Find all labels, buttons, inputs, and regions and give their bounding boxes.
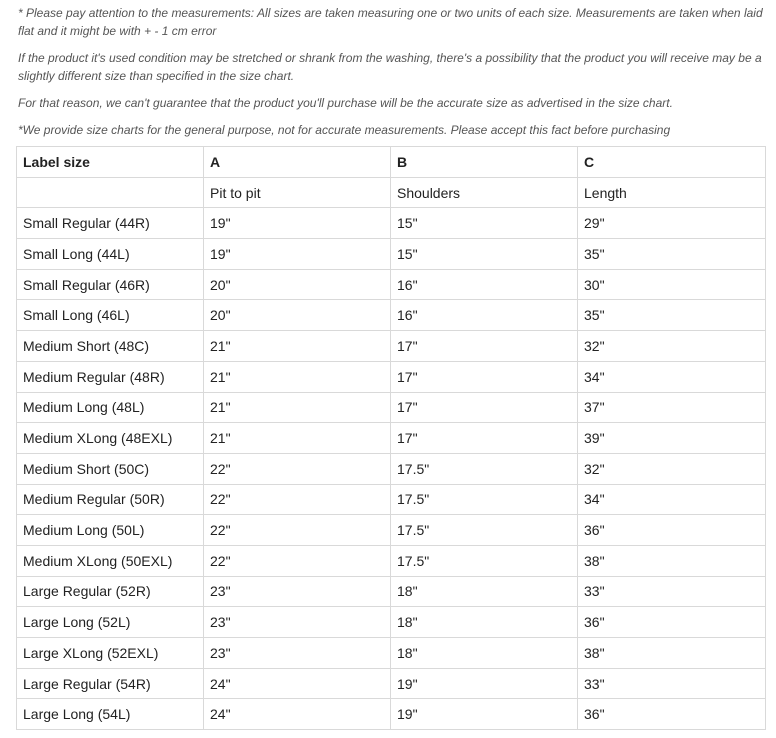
measurement-cell: 18" [391, 576, 578, 607]
measurement-cell: 29" [578, 208, 766, 239]
measurement-note: * Please pay attention to the measurements: All sizes are taken measuring one or two units of each size. Measurements are taken when laid flat and it might be with + - 1 cm error [18, 6, 763, 38]
table-row [17, 699, 766, 730]
measurement-cell: 23" [204, 607, 391, 638]
label-size-cell: Medium Short (50C) [17, 453, 204, 484]
measurement-cell: 17" [391, 392, 578, 423]
size-notes [0, 0, 776, 139]
measurement-cell: 36" [578, 699, 766, 730]
header-cell: C [578, 147, 766, 178]
label-size-cell: Small Regular (44R) [17, 208, 204, 239]
header-cell: A [204, 147, 391, 178]
measurement-cell: 33" [578, 668, 766, 699]
table-row [17, 300, 766, 331]
measurement-cell: 34" [578, 484, 766, 515]
measurement-cell: 21" [204, 392, 391, 423]
label-size-cell: Medium Short (48C) [17, 331, 204, 362]
label-size-cell: Small Long (44L) [17, 239, 204, 270]
measurement-cell: 33" [578, 576, 766, 607]
measurement-cell: 17.5" [391, 484, 578, 515]
label-size-cell: Small Long (46L) [17, 300, 204, 331]
header-cell: B [391, 147, 578, 178]
measurement-cell: 32" [578, 453, 766, 484]
table-row [17, 484, 766, 515]
measurement-cell: 19" [391, 699, 578, 730]
measurement-cell: 19" [391, 668, 578, 699]
table-header-row [17, 147, 766, 178]
table-row [17, 423, 766, 454]
measurement-cell: 17.5" [391, 515, 578, 546]
measurement-cell: 20" [204, 300, 391, 331]
measurement-cell: 36" [578, 607, 766, 638]
table-row [17, 239, 766, 270]
measurement-cell: 35" [578, 300, 766, 331]
table-row [17, 269, 766, 300]
table-row [17, 361, 766, 392]
table-row [17, 515, 766, 546]
table-subheader-row [17, 177, 766, 208]
size-chart-table [16, 146, 766, 730]
measurement-cell: 21" [204, 361, 391, 392]
measurement-cell: 24" [204, 699, 391, 730]
measurement-cell: 19" [204, 208, 391, 239]
label-size-cell: Large Regular (52R) [17, 576, 204, 607]
table-row [17, 331, 766, 362]
measurement-cell: 38" [578, 638, 766, 669]
table-row [17, 607, 766, 638]
table-row [17, 453, 766, 484]
label-size-cell: Medium Regular (50R) [17, 484, 204, 515]
measurement-cell: 30" [578, 269, 766, 300]
measurement-cell: 19" [204, 239, 391, 270]
label-size-cell: Large XLong (52EXL) [17, 638, 204, 669]
measurement-cell: 15" [391, 208, 578, 239]
subheader-cell: Pit to pit [204, 177, 391, 208]
accuracy-note: For that reason, we can't guarantee that the product you'll purchase will be the accurate size as advertised in the size chart. [18, 96, 673, 110]
measurement-cell: 17" [391, 331, 578, 362]
measurement-cell: 17" [391, 423, 578, 454]
label-size-cell: Medium XLong (50EXL) [17, 545, 204, 576]
measurement-cell: 37" [578, 392, 766, 423]
general-purpose-note: *We provide size charts for the general purpose, not for accurate measurements. Please accept this fact before purchasing [18, 123, 671, 137]
label-size-cell: Large Long (54L) [17, 699, 204, 730]
measurement-cell: 23" [204, 576, 391, 607]
label-size-cell: Medium Regular (48R) [17, 361, 204, 392]
used-condition-note: If the product it's used condition may be stretched or shrank from the washing, there's a possibility that the product you will receive may be a slightly different size than specified in the size chart. [18, 51, 762, 83]
label-size-cell: Medium Long (50L) [17, 515, 204, 546]
measurement-cell: 21" [204, 423, 391, 454]
subheader-cell [17, 177, 204, 208]
measurement-cell: 24" [204, 668, 391, 699]
label-size-cell: Medium XLong (48EXL) [17, 423, 204, 454]
table-row [17, 208, 766, 239]
measurement-cell: 38" [578, 545, 766, 576]
table-row [17, 545, 766, 576]
measurement-cell: 16" [391, 300, 578, 331]
measurement-cell: 15" [391, 239, 578, 270]
measurement-cell: 21" [204, 331, 391, 362]
measurement-cell: 22" [204, 453, 391, 484]
measurement-cell: 18" [391, 638, 578, 669]
measurement-cell: 22" [204, 515, 391, 546]
measurement-cell: 22" [204, 484, 391, 515]
header-cell: Label size [17, 147, 204, 178]
measurement-cell: 17" [391, 361, 578, 392]
table-row [17, 392, 766, 423]
measurement-cell: 18" [391, 607, 578, 638]
measurement-cell: 22" [204, 545, 391, 576]
measurement-cell: 16" [391, 269, 578, 300]
table-row [17, 576, 766, 607]
measurement-cell: 23" [204, 638, 391, 669]
measurement-cell: 17.5" [391, 545, 578, 576]
table-row [17, 638, 766, 669]
subheader-cell: Length [578, 177, 766, 208]
measurement-cell: 32" [578, 331, 766, 362]
label-size-cell: Large Long (52L) [17, 607, 204, 638]
label-size-cell: Medium Long (48L) [17, 392, 204, 423]
subheader-cell: Shoulders [391, 177, 578, 208]
measurement-cell: 36" [578, 515, 766, 546]
table-row [17, 668, 766, 699]
measurement-cell: 34" [578, 361, 766, 392]
label-size-cell: Large Regular (54R) [17, 668, 204, 699]
measurement-cell: 39" [578, 423, 766, 454]
measurement-cell: 17.5" [391, 453, 578, 484]
measurement-cell: 20" [204, 269, 391, 300]
measurement-cell: 35" [578, 239, 766, 270]
label-size-cell: Small Regular (46R) [17, 269, 204, 300]
